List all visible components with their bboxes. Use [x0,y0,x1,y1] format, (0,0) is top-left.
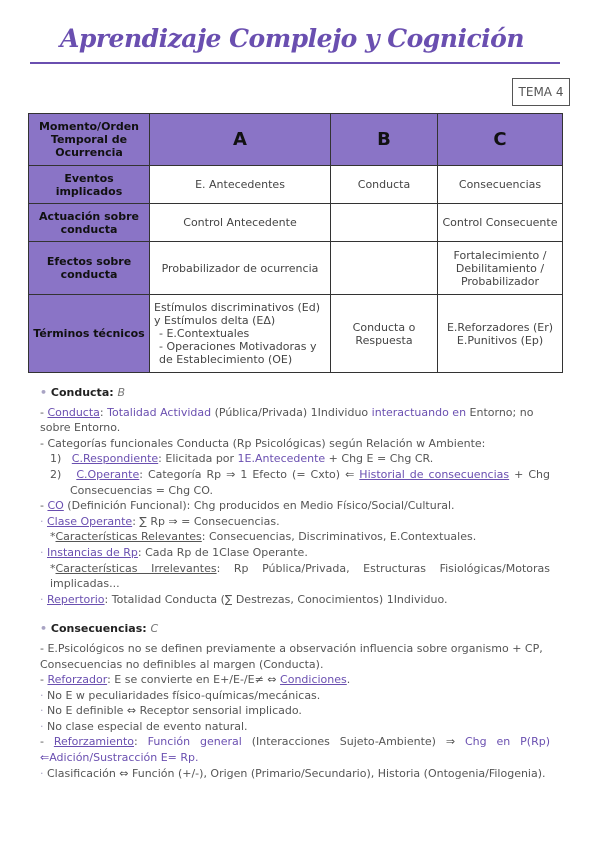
list-number: 1) [50,452,62,466]
cell-c-line: E.Reforzadores (Er) [446,320,554,334]
section-heading-consecuencias [40,621,550,637]
text-span: : Cada Rp de 1Clase Operante. [137,545,308,559]
term-link: C.Operante [76,467,140,481]
section-heading-text: Consecuencias: [50,622,147,636]
notes-body [40,383,550,781]
cell-a [150,295,331,373]
header-cell-moment: Momento/Orden Temporal de Ocurrencia [29,114,150,166]
list-number: 2) [50,467,62,481]
note-line [40,451,550,467]
cell-a-line: de Establecimiento (OE) [159,353,293,366]
term-link: C.Respondiente [71,452,159,466]
term-link: Clase Operante [47,514,133,528]
highlight-text: Función general [147,735,242,749]
term-link: Condiciones [280,673,347,687]
cell-c: Consecuencias [438,166,563,204]
note-line: implicadas... [50,577,120,591]
bullet-icon: · [40,545,47,559]
note-line: Consecuencias no definibles al margen (Conducta). [40,657,324,671]
text-span: : E se convierte en E+/E-/E≠ ⇔ [107,673,281,687]
note-line: - Reforzador: E se convierte en E+/E-/E≠ ⇔ Condiciones. [40,673,351,687]
cell-a: Control Antecedente [150,204,331,242]
note-line [40,467,550,483]
text-span: Entorno; no [466,405,534,419]
text-span: + Chg E = Chg CR. [325,452,434,466]
text-span: (Interacciones Sujeto-Ambiente) ⇒ [241,735,465,749]
cell-a: E. Antecedentes [150,166,331,204]
term-link: Instancias de Rp [47,545,138,559]
note-line: sobre Entorno. [40,421,121,435]
row-label: Actuación sobre conducta [29,204,150,242]
term-link: Características Relevantes [55,530,202,544]
cell-c: Control Consecuente [438,204,563,242]
text-span: : Totalidad Conducta (∑ Destrezas, Conocimientos) 1Individuo. [104,592,448,606]
cell-b: Conducta [331,166,438,204]
header-cell-a: A [150,114,331,166]
bullet-icon: · [40,704,47,718]
note-line: - Reforzamiento: Función general (Interacciones Sujeto-Ambiente) ⇒ Chg en P(Rp) [40,735,550,749]
title-underline [30,62,560,64]
section-heading-text: Conducta: [50,386,114,399]
cell-c: Fortalecimiento / Debilitamiento / Probabilizador [438,242,563,295]
note-line [40,719,550,735]
text-span: (Definición Funcional): Chg producidos en Medio Físico/Social/Cultural. [63,499,455,513]
note-line [40,592,550,608]
note-line: - CO (Definición Funcional): Chg producidos en Medio Físico/Social/Cultural. [40,499,455,513]
table-header-row [29,114,563,166]
cell-b: Conducta o Respuesta [331,295,438,373]
cell-c-line: E.Punitivos (Ep) [456,333,544,347]
cell-a: Probabilizador de ocurrencia [150,242,331,295]
bullet-icon: • [40,386,51,399]
term-link: CO [47,499,64,513]
row-label: Efectos sobre conducta [29,242,150,295]
note-line: ⇐Adición/Sustracción E= Rp. [40,751,199,765]
note-line [40,561,550,577]
tema-badge: TEMA 4 [512,78,570,106]
text-span: (Pública/Privada) 1Individuo [211,405,372,419]
text-span: : Categoría Rp ⇒ 1 Efecto (= Cxto) ⇐ [139,467,360,481]
note-line [40,703,550,719]
note-line: Consecuencias = Chg CO. [70,483,213,497]
highlight-text: 1E.Antecedente [237,452,326,466]
highlight-text: Totalidad Actividad [107,405,212,419]
note-line [40,545,550,561]
row-label: Eventos implicados [29,166,150,204]
text-span: No clase especial de evento natural. [47,719,248,733]
bullet-icon: · [40,514,47,528]
bullet-icon: · [40,592,47,606]
term-link: Reforzamiento [53,735,134,749]
row-label: Términos técnicos [29,295,150,373]
summary-table [28,113,563,373]
header-cell-b: B [331,114,438,166]
term-link: Características Irrelevantes [55,561,217,575]
text-span: . [346,673,351,687]
term-link: Conducta [47,405,100,419]
section-tag: B [117,386,126,399]
term-link: Historial de consecuencias [359,467,510,481]
section-heading-conducta [40,385,550,401]
note-line [40,514,550,530]
bullet-icon: • [40,622,51,636]
text-span: + Chg [509,467,550,481]
page-title: Aprendizaje Complejo y Cognición [60,24,525,53]
cell-a-line: - Operaciones Motivadoras y [159,340,317,353]
section-tag: C [150,622,159,636]
text-span: : ∑ Rp ⇒ = Consecuencias. [132,514,280,528]
text-span: : Rp Pública/Privada, Estructuras Fisiológicas/Motoras [216,561,550,575]
note-line [40,766,550,782]
text-span: : Consecuencias, Discriminativos, E.Contextuales. [201,530,477,544]
bullet-icon: · [40,766,47,780]
note-line [40,688,550,704]
text-span: : [99,405,108,419]
note-line: - Conducta: Totalidad Actividad (Pública/Privada) 1Individuo interactuando en Entorno; no [40,405,534,419]
note-line: - E.Psicológicos no se definen previamente a observación influencia sobre organismo + CP, [40,641,543,655]
note-line: - Categorías funcionales Conducta (Rp Psicológicas) según Relación w Ambiente: [40,436,486,450]
text-span: * [50,530,56,544]
cell-a-line: y Estímulos delta (EΔ) [154,314,276,327]
text-span: * [50,561,56,575]
table-row [29,295,563,373]
term-link: Repertorio [47,592,105,606]
cell-a-line: Estímulos discriminativos (Ed) [154,301,320,314]
cell-b [331,204,438,242]
bullet-icon: · [40,719,47,733]
text-span: No E definible ⇔ Receptor sensorial implicado. [47,704,302,718]
text-span: : [134,735,148,749]
table-row [29,204,563,242]
note-line [40,529,550,545]
highlight-text: interactuando en [371,405,467,419]
table-row [29,242,563,295]
term-link: Reforzador [47,673,108,687]
text-span: Clasificación ⇔ Función (+/-), Origen (Primario/Secundario), Historia (Ontogenia/Filogenia). [47,766,546,780]
cell-c [438,295,563,373]
cell-a-line: - E.Contextuales [159,327,250,340]
table-row [29,166,563,204]
highlight-text: Chg en P(Rp) [464,735,550,749]
bullet-icon: · [40,688,47,702]
cell-b [331,242,438,295]
header-cell-c: C [438,114,563,166]
text-span: No E w peculiaridades físico-químicas/mecánicas. [47,688,321,702]
text-span: : Elicitada por [158,452,238,466]
